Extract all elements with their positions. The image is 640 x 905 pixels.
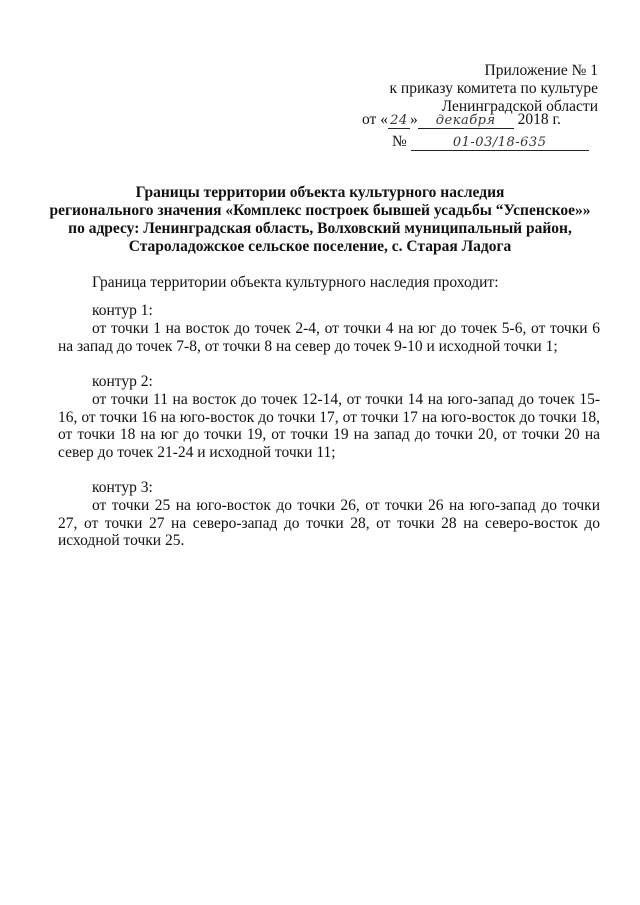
intro-text: Граница территории объекта культурного наследия проходит: xyxy=(92,274,499,291)
contour-1-label: контур 1: xyxy=(92,302,153,319)
order-reference: к приказу комитета по культуре xyxy=(389,80,598,97)
date-mid: » xyxy=(409,111,418,128)
title-line-4: Староладожское сельское поселение, с. Старая Ладога xyxy=(128,238,512,255)
number-value: 01-03/18-635 xyxy=(411,135,589,151)
appendix-number: Приложение № 1 xyxy=(484,62,598,79)
order-number xyxy=(392,133,589,151)
contour-1-text: от точки 1 на восток до точек 2-4, от точки 4 на юг до точек 5-6, от точки 6 на запад до точек 7-8, от точки 8 на север до точек 9-10 и исходной точки 1; xyxy=(58,320,600,355)
contour-3-label: контур 3: xyxy=(92,479,153,496)
title-line-2: регионального значения «Комплекс построек бывшей усадьбы “Успенское»» xyxy=(49,202,591,219)
number-prefix: № xyxy=(392,133,407,150)
order-date xyxy=(362,111,561,129)
title-line-1: Границы территории объекта культурного наследия xyxy=(135,184,505,201)
region-name: Ленинградской области xyxy=(441,98,598,115)
contour-2-text: от точки 11 на восток до точек 12-14, от точки 14 на юго-запад до точек 15-16, от точки 16 на юго-восток до точки 17, от точки 17 на юго-восток до точки 18, от точки 18 на юг до точки 19, от точки 19 на запад до точки 20, от точки 20 на север до точек 21-24 и исходной точки 11; xyxy=(58,391,600,461)
date-month: декабря xyxy=(418,113,514,129)
document-title xyxy=(40,184,600,256)
date-day: 24 xyxy=(388,113,410,129)
date-year: 2018 г. xyxy=(517,111,561,128)
contour-3-text: от точки 25 на юго-восток до точки 26, от точки 26 на юго-запад до точки 27, от точки 27 на северо-запад до точки 28, от точки 28 на северо-восток до исходной точки 25. xyxy=(58,497,600,549)
contour-2-label: контур 2: xyxy=(92,373,153,390)
date-prefix: от « xyxy=(362,111,388,128)
appendix-header xyxy=(338,62,598,116)
title-line-3: по адресу: Ленинградская область, Волховский муниципальный район, xyxy=(68,220,572,237)
